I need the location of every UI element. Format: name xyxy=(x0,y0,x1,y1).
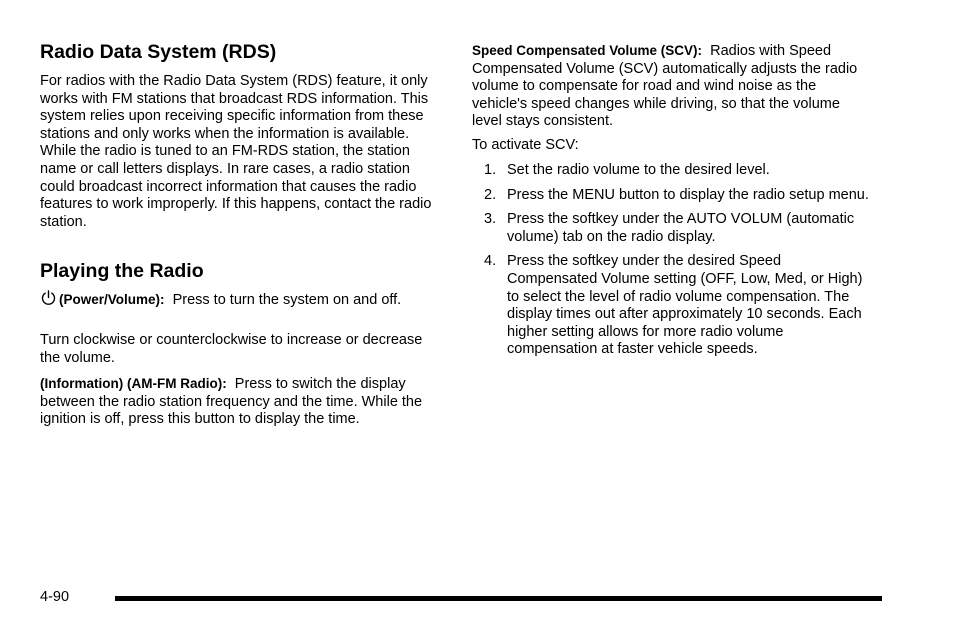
information-text: Press to switch the display between the radio station frequency and the time. While the ignition is off, press this button to display the time. xyxy=(40,376,423,428)
activate-scv-text: To activate SCV: xyxy=(472,137,579,153)
list-item xyxy=(472,162,872,180)
page-number: 4-90 xyxy=(40,589,70,605)
scv-text: Radios with Speed Compensated Volume (SCV) automatically adjusts the radio volume to compensate for road and wind noise as the vehicle's speed changes while driving, so that the volume level stays consistent. xyxy=(472,43,858,130)
step-number: 3. xyxy=(484,211,497,228)
step-number: 4. xyxy=(484,253,497,270)
power-volume-paragraph xyxy=(40,289,440,310)
turn-volume-text: Turn clockwise or counterclockwise to increase or decrease the volume. xyxy=(40,332,423,366)
scv-label: Speed Compensated Volume (SCV): xyxy=(472,43,703,58)
information-paragraph xyxy=(40,375,440,429)
scv-steps-list xyxy=(472,162,872,359)
power-volume-label: (Power/Volume): xyxy=(59,292,165,307)
step-number: 2. xyxy=(484,186,497,203)
list-item xyxy=(472,211,872,246)
power-icon xyxy=(40,289,57,306)
rds-heading: Radio Data System (RDS) xyxy=(40,41,277,63)
step-number: 1. xyxy=(484,162,497,178)
step-text: Set the radio volume to the desired level. xyxy=(507,162,770,178)
rds-body: For radios with the Radio Data System (RDS) feature, it only works with FM stations that broadcast RDS information. This system relies upon receiving specific information from these stations and only works when the information is available. While the radio is tuned to an FM-RDS station, the station name or call letters displays. In rare cases, a radio station could broadcast incorrect information that causes the radio features to work improperly. If this happens, contact the radio station. xyxy=(40,73,432,230)
step-text: Press the softkey under the AUTO VOLUM (automatic volume) tab on the radio display. xyxy=(507,211,855,245)
information-label: (Information) (AM-FM Radio): xyxy=(40,376,227,391)
step-text: Press the MENU button to display the radio setup menu. xyxy=(507,186,869,203)
power-volume-text: Press to turn the system on and off. xyxy=(172,292,402,308)
footer-rule xyxy=(115,596,882,601)
playing-radio-heading: Playing the Radio xyxy=(40,260,204,282)
scv-paragraph xyxy=(472,42,872,131)
step-text: Press the softkey under the desired Speed Compensated Volume setting (OFF, Low, Med, or High) to select the level of radio volume compensation. The display times out after approximately 10 seconds. Each higher setting allows for more radio volume compensation at faster vehicle speeds. xyxy=(507,253,863,358)
list-item xyxy=(472,187,872,205)
list-item xyxy=(472,253,872,359)
